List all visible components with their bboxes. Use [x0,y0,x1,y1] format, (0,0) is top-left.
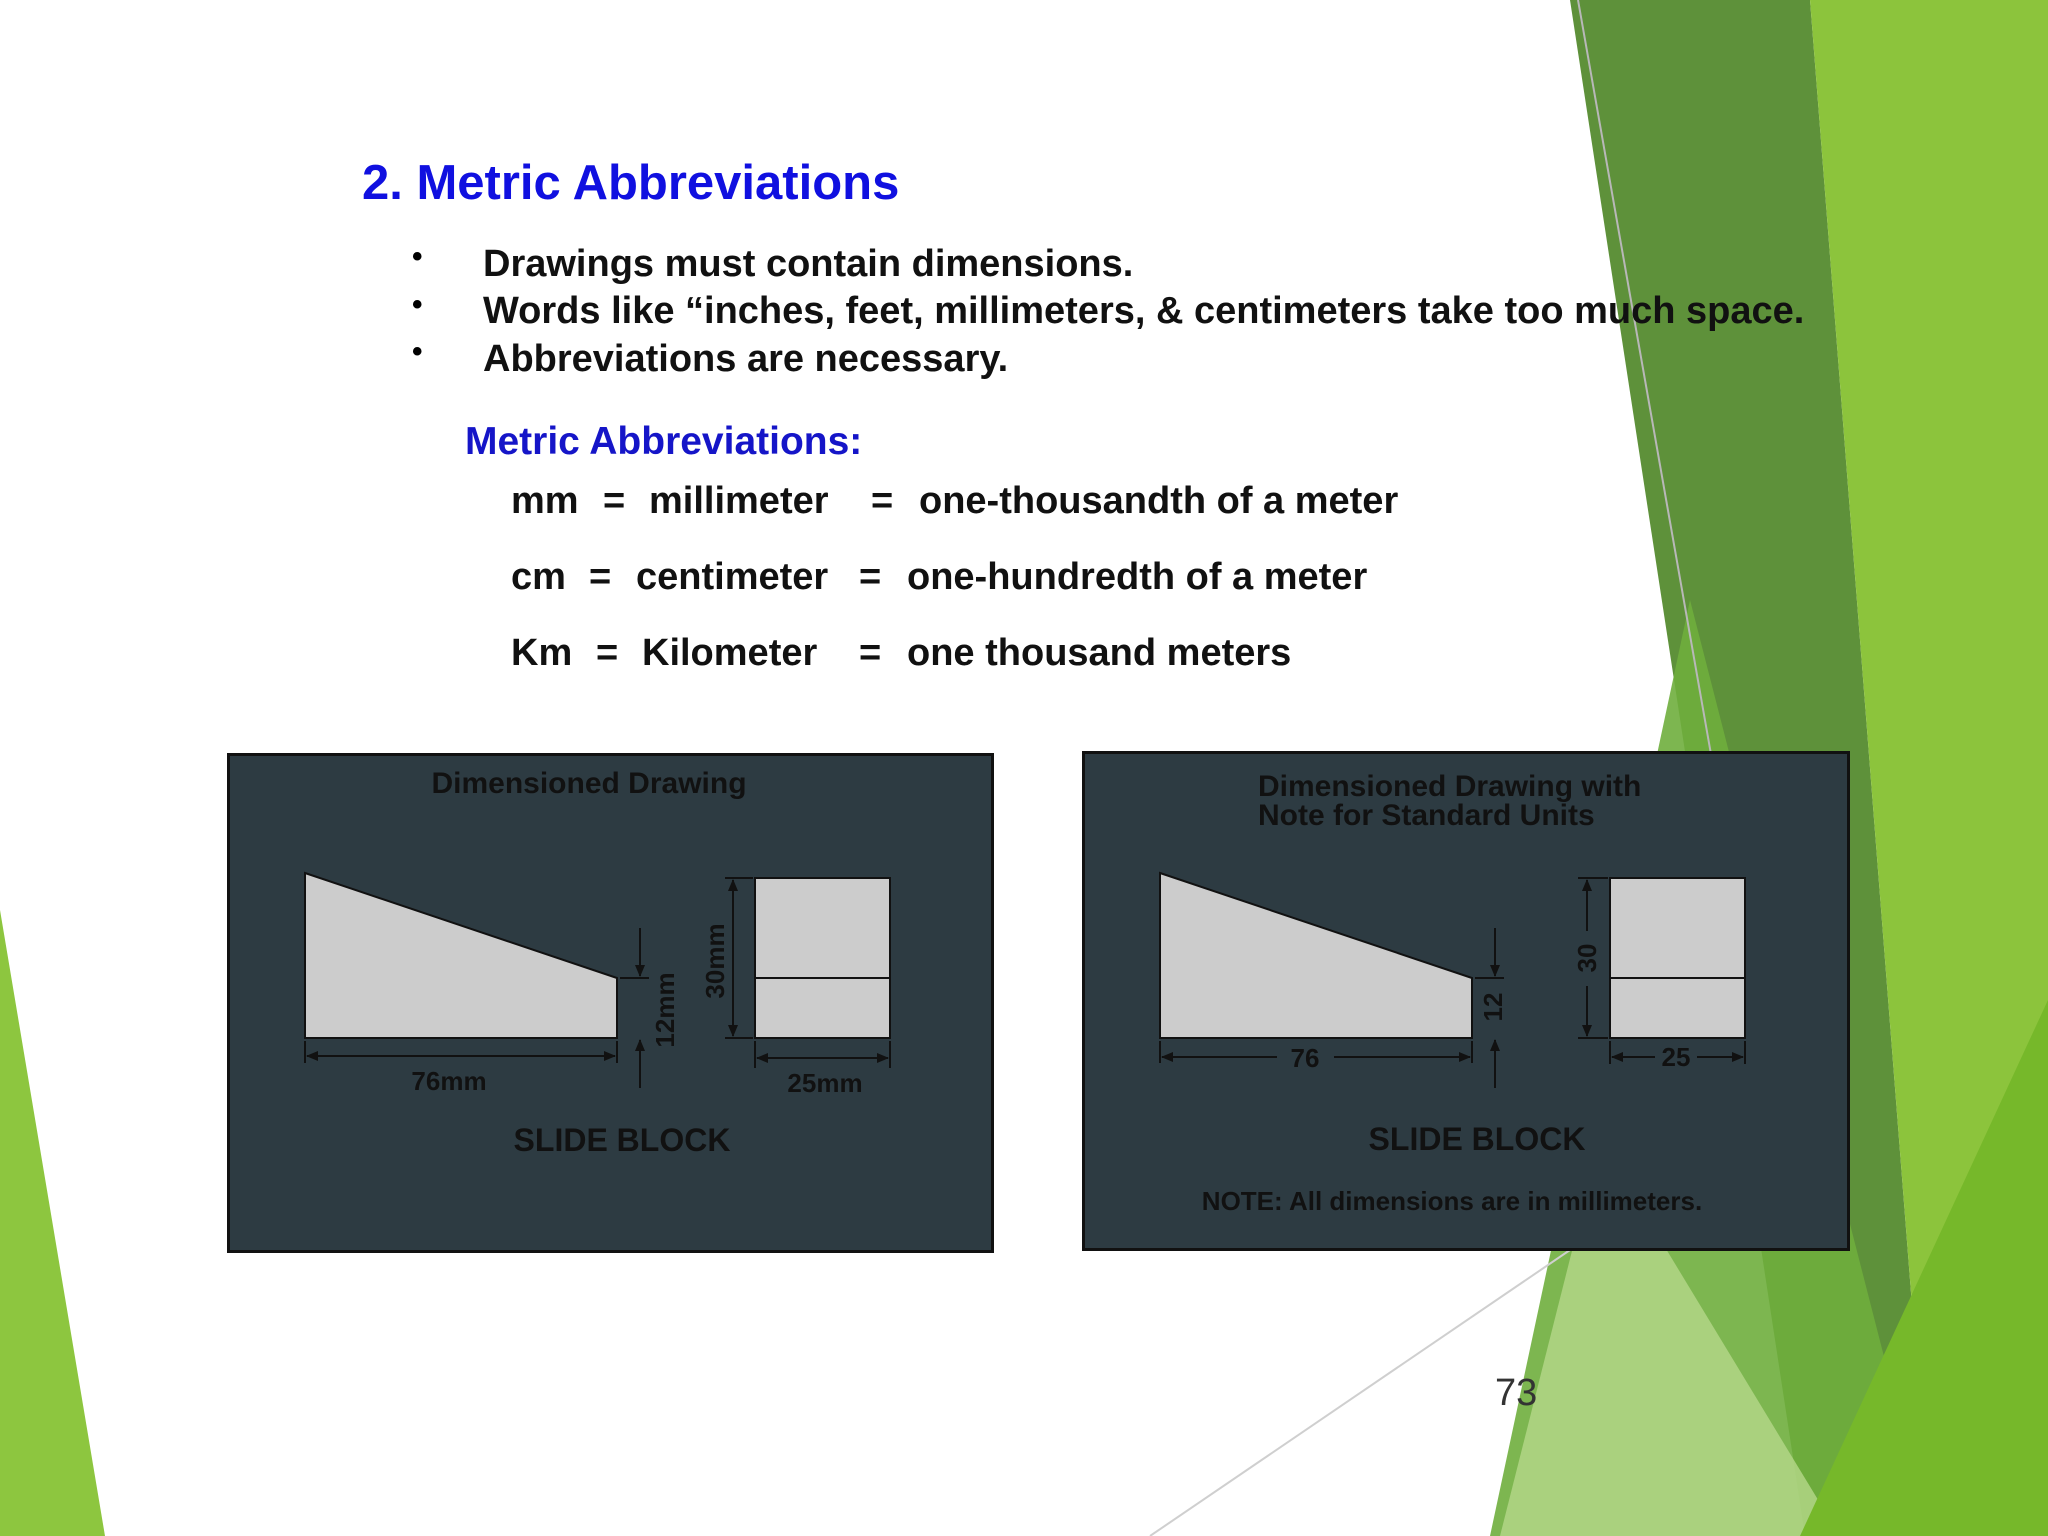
equals: = [596,632,619,674]
equals: = [859,632,882,674]
abbr: mm [511,480,579,522]
meaning: one thousand meters [907,632,1292,674]
slide-block-end-view [755,878,890,1038]
equals: = [603,480,626,522]
abbreviations-heading: Metric Abbreviations: [465,420,863,463]
dimension-label-length: 76mm [411,1066,487,1096]
bullet-icon: • [412,240,423,273]
term: millimeter [649,480,829,522]
drawing-title-line-1: Dimensioned Drawing with [1258,770,1642,803]
drawing-title-line-2: Note for Standard Units [1258,799,1595,832]
dimension-label-height: 12 [1478,992,1508,1022]
dimension-label-block-width: 25mm [787,1068,863,1098]
dimensioned-drawing-with-note-panel [1082,751,1850,1251]
abbr: cm [511,556,566,598]
term: Kilometer [642,632,818,674]
dimension-label-block-height: 30mm [700,923,730,999]
dimension-label-block-width: 25 [1661,1042,1691,1072]
bullet-text-1: Drawings must contain dimensions. [483,243,1134,285]
left-green-sliver [0,910,105,1536]
equals: = [589,556,612,598]
meaning: one-thousandth of a meter [919,480,1399,522]
drawing-title: Dimensioned Drawing [431,767,747,800]
slide-block-end-view [1610,878,1745,1038]
slide-title: 2. Metric Abbreviations [362,156,900,210]
meaning: one-hundredth of a meter [907,556,1368,598]
dimension-label-height: 12mm [650,972,680,1048]
term: centimeter [636,556,829,598]
equals: = [859,556,882,598]
dimensioned-drawing-panel [227,753,994,1253]
page-number: 73 [1495,1372,1538,1414]
dimension-label-length: 76 [1290,1043,1320,1073]
abbr: Km [511,632,573,674]
drawing-caption: SLIDE BLOCK [513,1122,731,1158]
bullet-icon: • [412,288,423,321]
bullet-text-3: Abbreviations are necessary. [483,338,1009,380]
equals: = [871,480,894,522]
bullet-text-2: Words like “inches, feet, millimeters, & centimeters take too much space. [483,290,1805,332]
bullet-icon: • [412,335,423,368]
drawing-caption: SLIDE BLOCK [1368,1121,1586,1157]
dimension-label-block-height: 30 [1572,943,1602,973]
units-note: NOTE: All dimensions are in millimeters. [1201,1186,1703,1216]
